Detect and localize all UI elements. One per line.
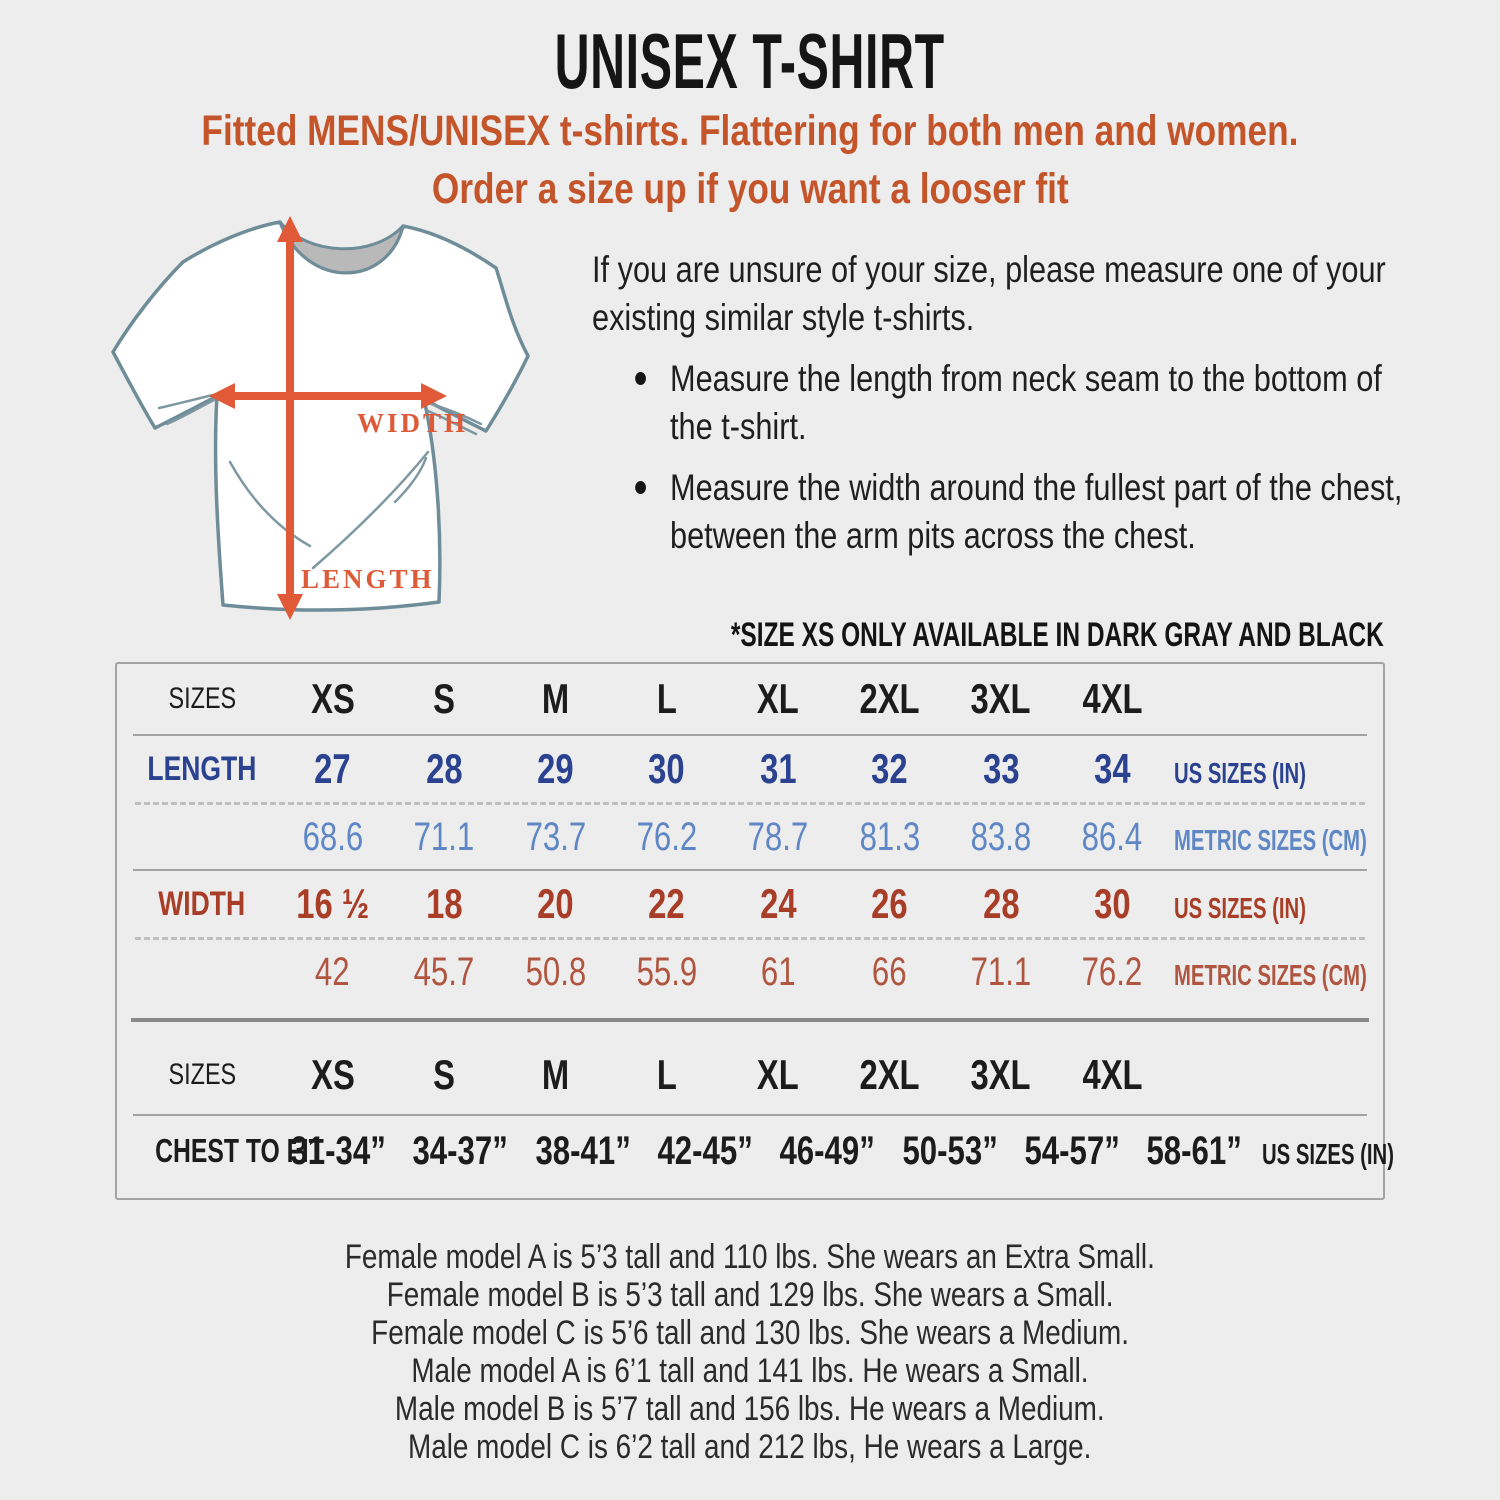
table-cell: XS — [310, 1051, 355, 1098]
table-cell: 27 — [314, 745, 351, 792]
page-title-text: UNISEX T-SHIRT — [554, 17, 946, 105]
table-cell: 16 ½ — [296, 880, 370, 927]
table-cell: L — [656, 675, 677, 722]
table-cell: 31-34” — [290, 1128, 386, 1173]
table-cell: S — [433, 675, 455, 722]
row-label: LENGTH — [147, 749, 257, 788]
table-row-width-us — [117, 871, 1383, 937]
row-label: SIZES — [168, 682, 236, 715]
table-cell: 78.7 — [747, 814, 809, 859]
table-cell: 50.8 — [525, 949, 586, 994]
model-info-line: Male model A is 6’1 tall and 141 lbs. He wears a Small. — [411, 1352, 1089, 1390]
table-cell: 71.1 — [413, 814, 475, 859]
table-cell: 38-41” — [535, 1128, 631, 1173]
table-cell: 30 — [1094, 880, 1131, 927]
table-cell: 3XL — [970, 1051, 1031, 1098]
table-cell: 73.7 — [525, 814, 586, 859]
page-title — [0, 16, 1500, 107]
bullet-icon — [635, 481, 646, 494]
list-item — [592, 355, 1407, 451]
table-cell: 31 — [759, 745, 797, 792]
table-cell: 42 — [315, 949, 351, 994]
instruction-bullet-1: Measure the length from neck seam to the bottom of the t-shirt. — [670, 358, 1382, 447]
row-label: SIZES — [168, 1058, 236, 1091]
model-info-line: Male model B is 5’7 tall and 156 lbs. He wears a Medium. — [395, 1390, 1105, 1428]
table-cell: 18 — [425, 880, 463, 927]
size-table — [115, 662, 1394, 1200]
table-cell: 55.9 — [636, 949, 698, 994]
subtitle-line-1: Fitted MENS/UNISEX t-shirts. Flattering for both men and women. — [201, 107, 1299, 155]
unit-label: METRIC SIZES (CM) — [1174, 824, 1367, 857]
table-cell: M — [541, 1051, 570, 1098]
instructions-list — [592, 355, 1407, 560]
table-row-width-metric — [117, 940, 1383, 1004]
unit-label: US SIZES (IN) — [1174, 758, 1306, 790]
instruction-bullet-2: Measure the width around the fullest part of the chest, between the arm pits across the chest. — [670, 467, 1403, 556]
table-cell: 50-53” — [902, 1128, 998, 1173]
table-cell: 81.3 — [859, 814, 920, 859]
table-cell: 30 — [648, 745, 686, 792]
table-cell: 83.8 — [970, 814, 1032, 859]
model-info-line: Male model C is 6’2 tall and 212 lbs, He wears a Large. — [408, 1428, 1092, 1466]
list-item — [592, 464, 1407, 560]
table-cell: 66 — [872, 949, 907, 994]
table-cell: 28 — [425, 745, 463, 792]
table-cell: 46-49” — [779, 1128, 876, 1173]
table-row-chest-to-fit — [117, 1116, 1394, 1186]
table-cell: 24 — [759, 880, 797, 927]
table-cell: 20 — [537, 880, 574, 927]
table-cell: 45.7 — [413, 949, 475, 994]
instructions-intro: If you are unsure of your size, please measure one of your existing similar style t-shirts. — [592, 249, 1386, 338]
model-info-line: Female model C is 5’6 tall and 130 lbs. She wears a Medium. — [371, 1314, 1129, 1352]
table-cell: 71.1 — [970, 949, 1032, 994]
table-cell: 32 — [871, 745, 908, 792]
table-cell: 76.2 — [636, 814, 698, 859]
length-arrow-label: LENGTH — [301, 564, 435, 594]
table-cell: 68.6 — [302, 814, 364, 859]
bullet-icon — [635, 372, 646, 385]
width-arrow-label: WIDTH — [357, 408, 469, 438]
table-cell: L — [656, 1051, 677, 1098]
table-cell: M — [541, 675, 570, 722]
table-cell: 33 — [982, 745, 1020, 792]
table-cell: 61 — [760, 949, 796, 994]
table-cell: 34-37” — [412, 1128, 509, 1173]
table-cell: 34 — [1094, 745, 1131, 792]
table-cell: XS — [310, 675, 355, 722]
table-cell: 42-45” — [657, 1128, 753, 1173]
subtitle-line-2: Order a size up if you want a looser fit — [431, 165, 1069, 213]
model-info-line: Female model A is 5’3 tall and 110 lbs. She wears an Extra Small. — [345, 1238, 1155, 1276]
unit-label: METRIC SIZES (CM) — [1174, 959, 1367, 992]
measuring-instructions — [592, 246, 1407, 573]
table-cell: 4XL — [1082, 1051, 1143, 1098]
model-info-line: Female model B is 5’3 tall and 129 lbs. She wears a Small. — [386, 1276, 1114, 1314]
table-cell: 2XL — [859, 675, 920, 722]
table-cell: 86.4 — [1081, 814, 1143, 859]
row-label: WIDTH — [158, 884, 246, 923]
xs-availability-note — [477, 616, 1384, 655]
table-cell: 2XL — [859, 1051, 920, 1098]
row-label: CHEST TO FIT — [155, 1132, 324, 1169]
tshirt-measurement-diagram — [95, 200, 545, 630]
table-cell: 28 — [982, 880, 1020, 927]
table-cell: 26 — [871, 880, 908, 927]
table-cell: 29 — [537, 745, 574, 792]
table-cell: 4XL — [1082, 675, 1143, 722]
unit-label: US SIZES (IN) — [1174, 893, 1306, 925]
table-cell: 76.2 — [1081, 949, 1143, 994]
table-cell: XL — [757, 1051, 800, 1098]
table-row-sizes-header-2 — [117, 1036, 1383, 1114]
table-row-length-metric — [117, 805, 1383, 869]
table-cell: 54-57” — [1024, 1128, 1120, 1173]
unit-label: US SIZES (IN) — [1261, 1138, 1394, 1171]
table-cell: XL — [757, 675, 800, 722]
table-cell: S — [433, 1051, 455, 1098]
divider-thick — [131, 1018, 1369, 1022]
table-row-length-us — [117, 736, 1383, 802]
table-cell: 58-61” — [1146, 1128, 1243, 1173]
table-row-sizes-header — [117, 664, 1383, 734]
table-cell: 22 — [648, 880, 686, 927]
table-cell: 3XL — [970, 675, 1031, 722]
model-info — [0, 1238, 1500, 1466]
xs-availability-note-text: *SIZE XS ONLY AVAILABLE IN DARK GRAY AND BLACK — [731, 616, 1384, 654]
